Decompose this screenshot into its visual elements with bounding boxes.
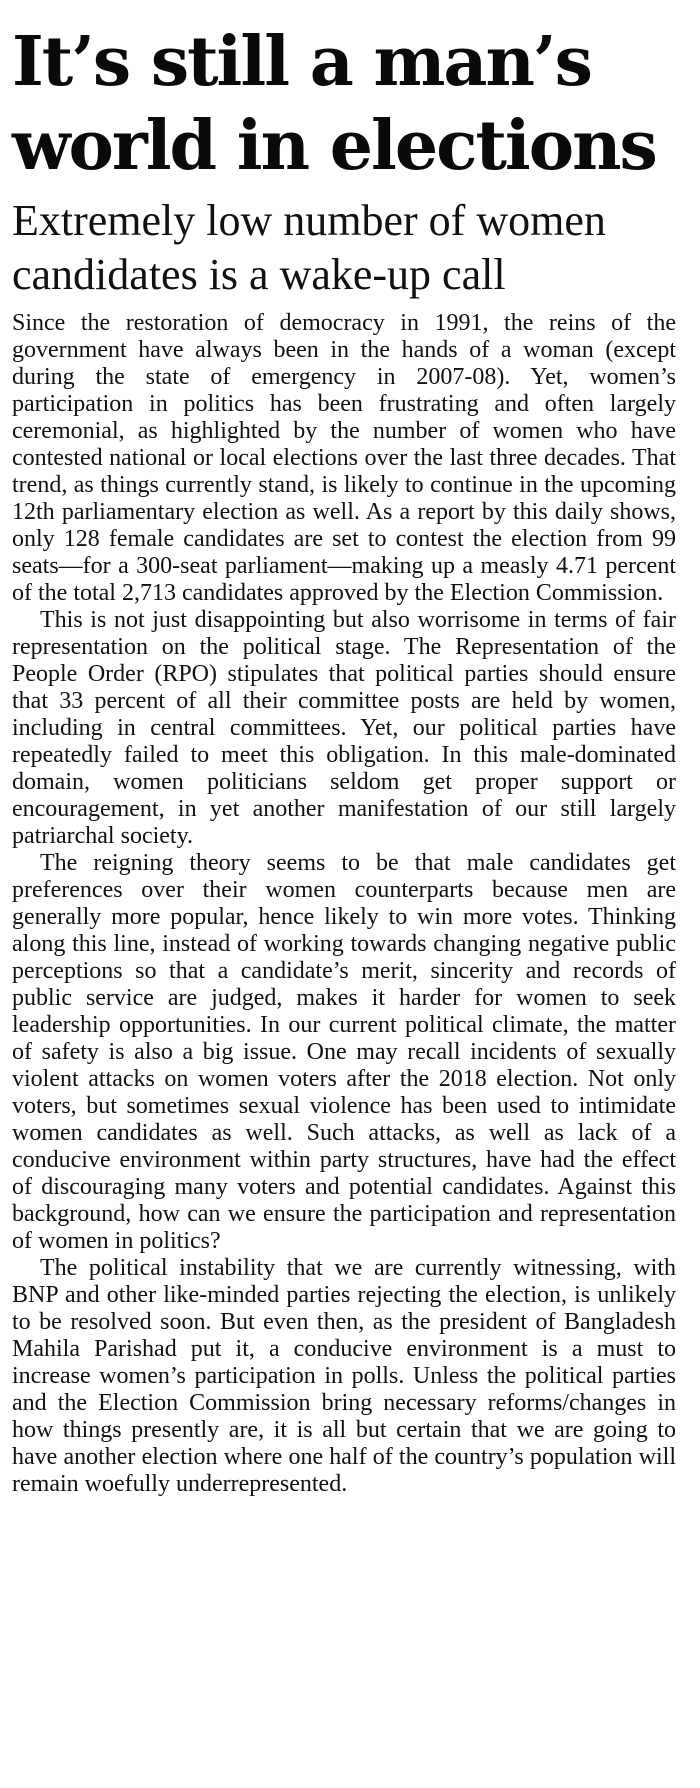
- headline: It’s still a man’s world in elections: [12, 22, 656, 186]
- subheadline: Extremely low number of women candidates is a wake-up call: [12, 196, 606, 299]
- paragraph-1: Since the restoration of democracy in 1991, the reins of the government have always been in the hands of a woman (except during the state of emergency in 2007-08). Yet, women’s participation in politics has been frustrating and often largely ceremonial, as highlighted by the number of women who have contested national or local elections over the last three decades. That trend, as things currently stand, is likely to continue in the upcoming 12th parliamentary election as well. As a report by this daily shows, only 128 female candidates are set to contest the election from 99 seats—for a 300-seat parliament—making up a measly 4.71 percent of the total 2,713 candidates approved by the Election Commission.: [12, 310, 676, 606]
- paragraph-2: This is not just disappointing but also worrisome in terms of fair representation on the political stage. The Representation of the People Order (RPO) stipulates that political parties should ensure that 33 percent of all their committee posts are held by women, including in central committees. Yet, our political parties have repeatedly failed to meet this obligation. In this male-dominated domain, women politicians seldom get proper support or encouragement, in yet another manifestation of our still largely patriarchal society.: [12, 607, 676, 849]
- paragraph-3: The reigning theory seems to be that male candidates get preferences over their women counterparts because men are generally more popular, hence likely to win more votes. Thinking along this line, instead of working towards changing negative public perceptions so that a candidate’s merit, sincerity and records of public service are judged, makes it harder for women to seek leadership opportunities. In our current political climate, the matter of safety is also a big issue. One may recall incidents of sexually violent attacks on women voters after the 2018 election. Not only voters, but sometimes sexual violence has been used to intimidate women candidates as well. Such attacks, as well as lack of a conducive environment within party structures, have had the effect of discouraging many voters and potential candidates. Against this background, how can we ensure the participation and representation of women in politics?: [12, 850, 676, 1254]
- paragraph-4: The political instability that we are currently witnessing, with BNP and other like-minded parties rejecting the election, is unlikely to be resolved soon. But even then, as the president of Bangladesh Mahila Parishad put it, a conducive environment is a must to increase women’s participation in polls. Unless the political parties and the Election Commission bring necessary reforms/changes in how things presently are, it is all but certain that we are going to have another election where one half of the country’s population will remain woefully underrepresented.: [12, 1255, 676, 1497]
- article-body: [12, 310, 676, 1498]
